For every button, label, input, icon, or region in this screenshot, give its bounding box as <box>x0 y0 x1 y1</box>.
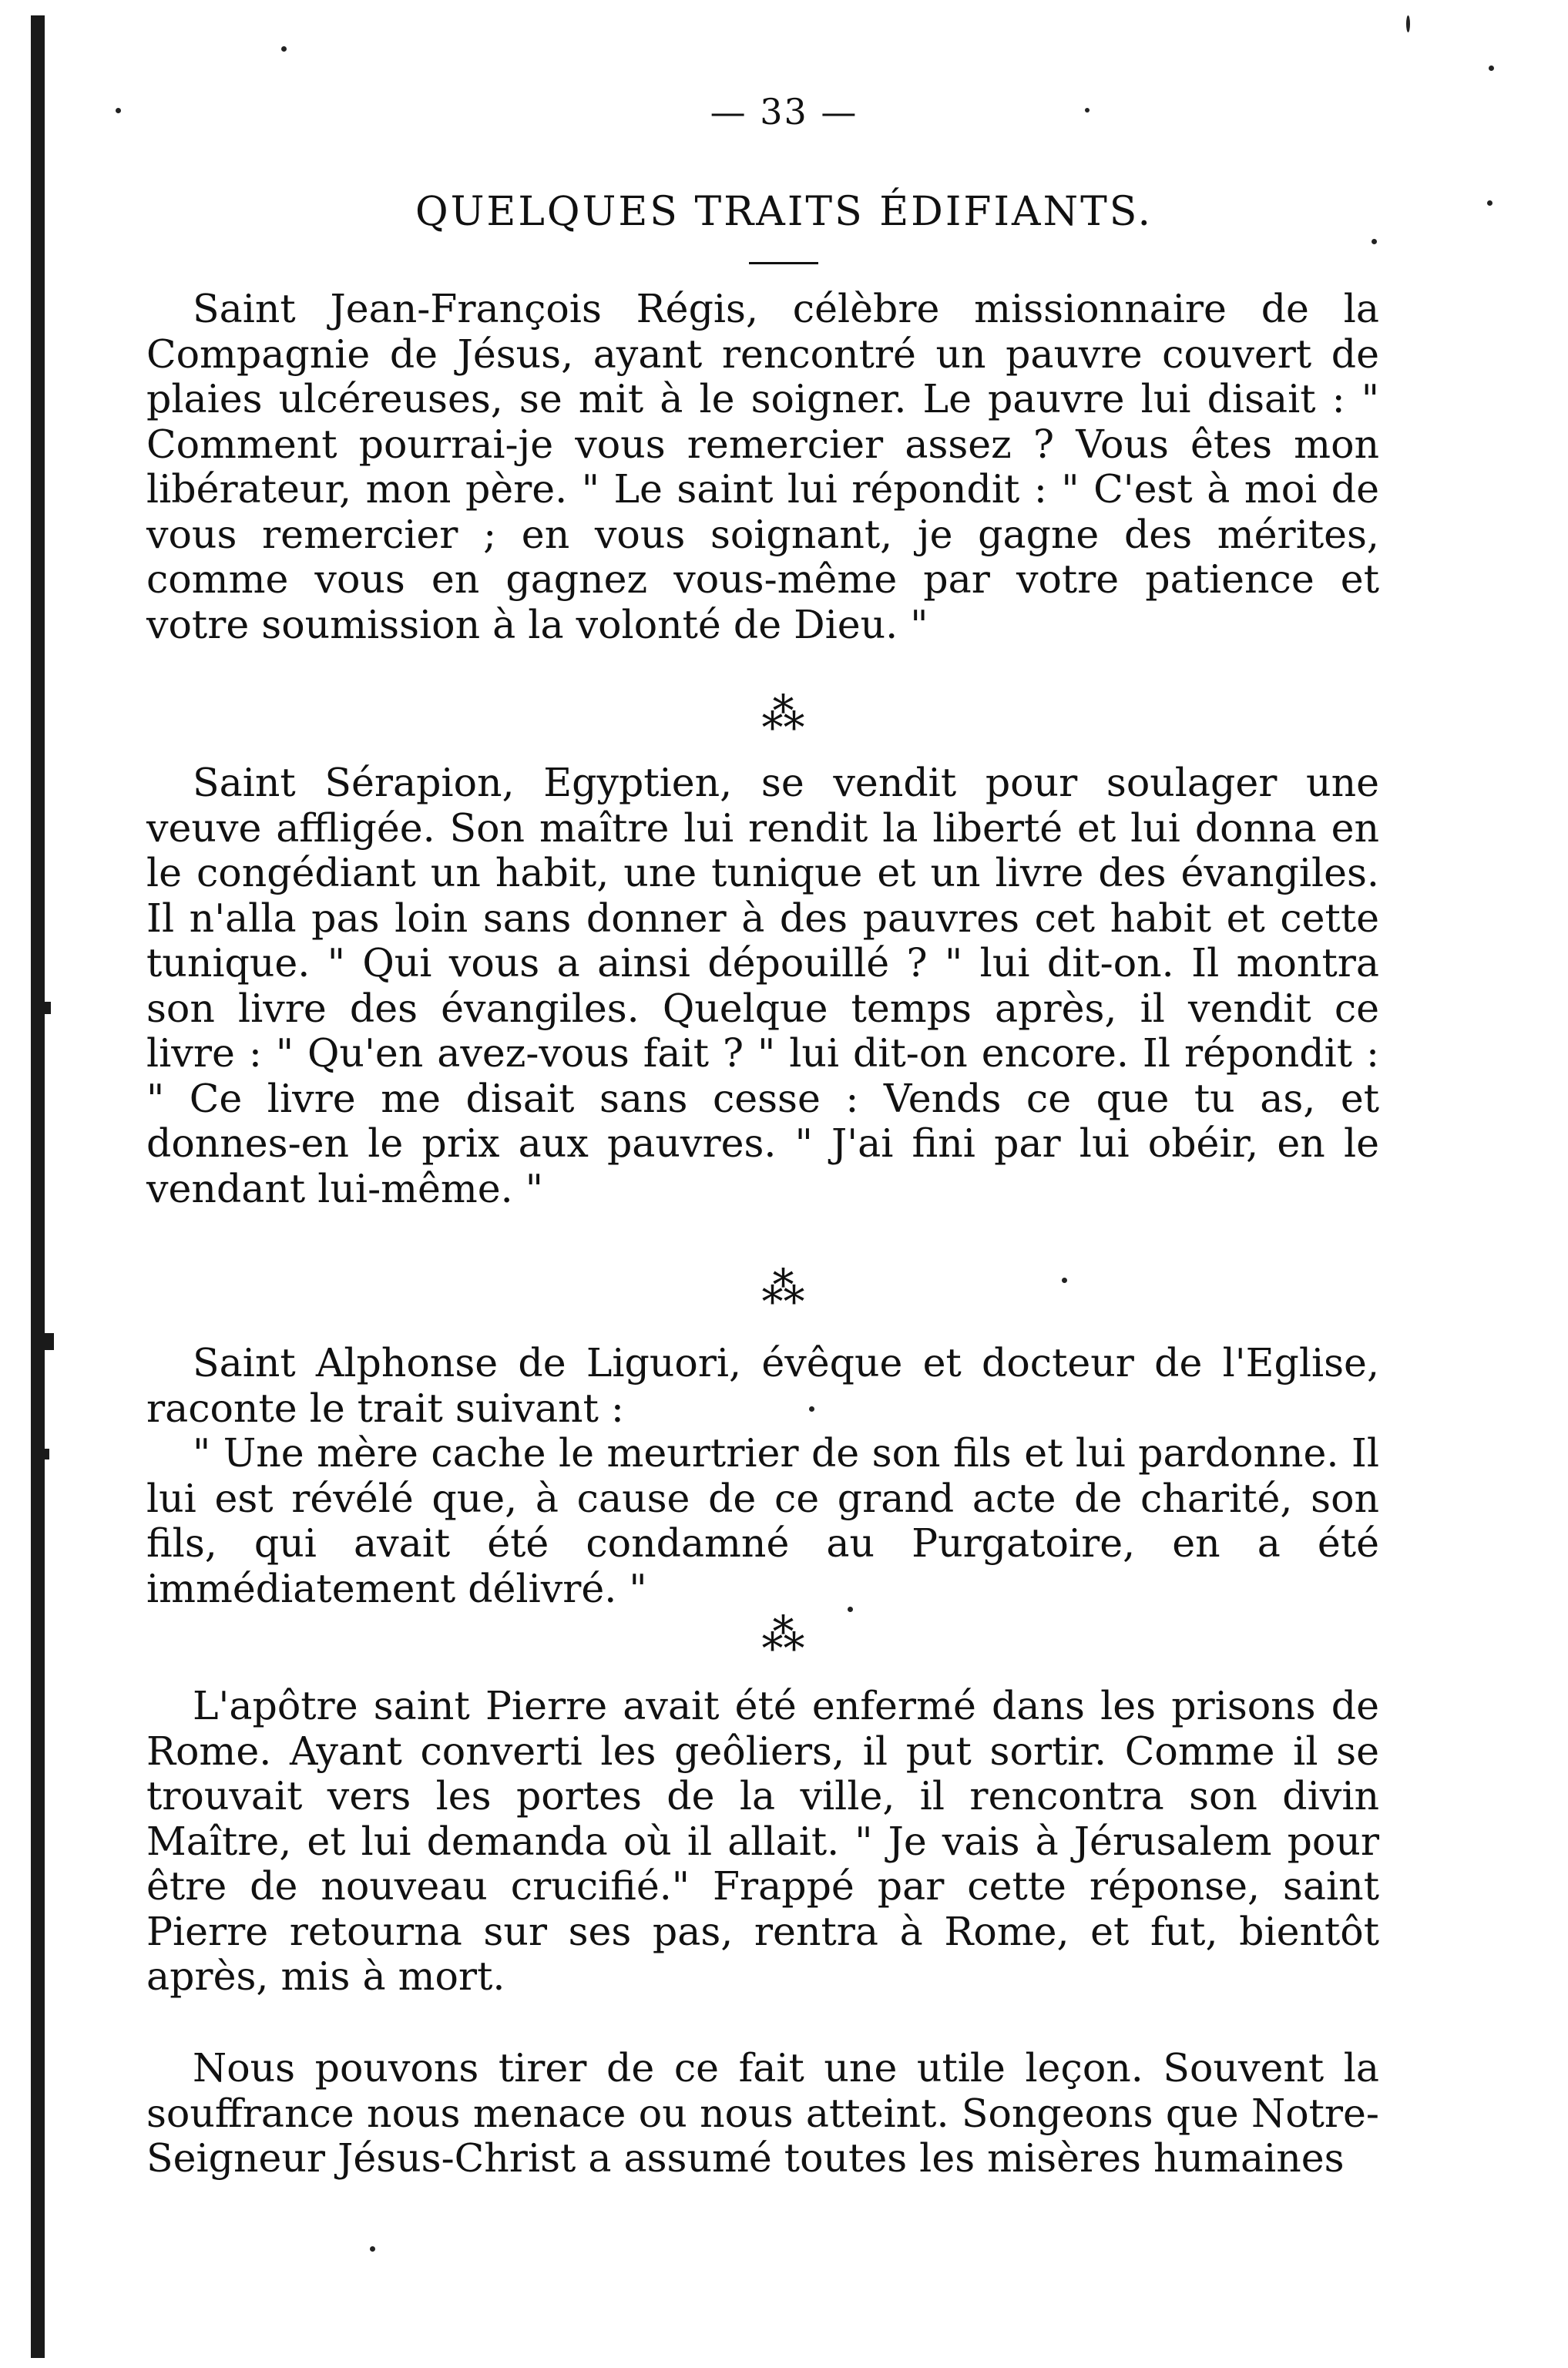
binding-edge-mark <box>31 1333 54 1350</box>
binding-edge-shadow <box>31 15 45 2358</box>
paragraph-liguori-intro: Saint Alphonse de Liguori, évêque et docteur de l'Eglise, raconte le trait suivant : <box>146 1340 1379 1431</box>
binding-edge-mark <box>31 1449 49 1459</box>
dust-speck <box>281 46 287 52</box>
heading-rule <box>749 262 818 264</box>
paragraph-saint-pierre: L'apôtre saint Pierre avait été enfermé dans les prisons de Rome. Ayant converti les geôliers, il put sortir. Comme il se trouvait vers les portes de la ville, il rencontra son divin Maître, et lui demanda où il allait. " Je vais à Jérusalem pour être de nouveau crucifié." Frappé par cette réponse, saint Pierre retourna sur ses pas, rentra à Rome, et fut, bientôt après, mis à mort. <box>146 1683 1379 1999</box>
section-separator-asterism: ⁂ <box>761 690 807 740</box>
dust-speck <box>370 2246 375 2252</box>
paragraph-serapion: Saint Sérapion, Egyptien, se vendit pour soulager une veuve affligée. Son maître lui rendit la liberté et lui donna en le congédiant un habit, une tunique et un livre des évangiles. Il n'alla pas loin sans donner à des pauvres cet habit et cette tunique. " Qui vous a ainsi dépouillé ? " lui dit-on. Il montra son livre des évangiles. Quelque temps après, il vendit ce livre : " Qu'en avez-vous fait ? " lui dit-on encore. Il répondit : " Ce livre me disait sans cesse : Vends ce que tu as, et donnes-en le prix aux pauvres. " J'ai fini par lui obéir, en le vendant lui-même. " <box>146 760 1379 1211</box>
paragraph-lesson: Nous pouvons tirer de ce fait une utile leçon. Souvent la souffrance nous menace ou nous atteint. Songeons que Notre-Seigneur Jésus-Christ a assumé toutes les misères humaines <box>146 2045 1379 2181</box>
section-heading: QUELQUES TRAITS ÉDIFIANTS. <box>415 189 1153 235</box>
dust-speck <box>1489 65 1494 71</box>
section-separator-asterism: ⁂ <box>761 1264 807 1314</box>
dust-speck <box>1372 239 1377 244</box>
binding-edge-mark <box>31 1002 51 1014</box>
dust-speck <box>1406 15 1410 32</box>
paragraph-regis: Saint Jean-François Régis, célèbre missionnaire de la Compagnie de Jésus, ayant rencontré un pauvre couvert de plaies ulcéreuses, se mit à le soigner. Le pauvre lui disait : " Comment pourrai-je vous remercier assez ? Vous êtes mon libérateur, mon père. " Le saint lui répondit : " C'est à moi de vous remercier ; en vous soignant, je gagne des mérites, comme vous en gagnez vous-même par votre patience et votre soumission à la volonté de Dieu. " <box>146 286 1379 647</box>
page-number: — 33 — <box>710 91 858 133</box>
section-separator-asterism: ⁂ <box>761 1611 807 1661</box>
paragraph-liguori-quote: " Une mère cache le meurtrier de son fils et lui pardonne. Il lui est révélé que, à cause de ce grand acte de charité, son fils, qui avait été condamné au Purgatoire, en a été immédiatement délivré. " <box>146 1430 1379 1611</box>
